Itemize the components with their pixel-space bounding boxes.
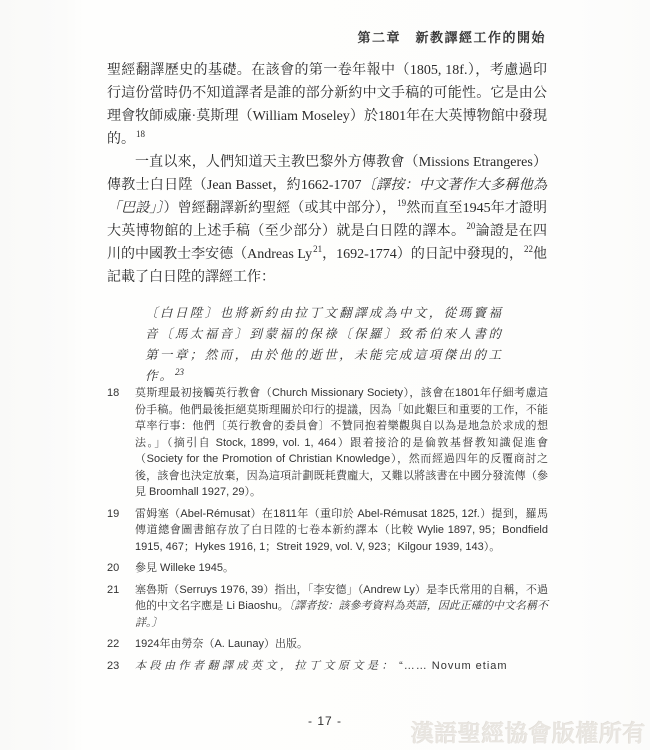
footnote-text: 莫斯理最初接觸英行教會（Church Missionary Society），該會在1801年仔細考慮這份手稿。他們最後拒絕莫斯理關於印行的提議，因為「如此艱巨和重要的工作，不能草率行事：他們〔英行教會的委員會〕不贊同抱着樂觀與自以為是地急於求成的想法。」（摘引自 Stock, 1899, vol. 1, 464）跟着接洽的是倫敦基督教知識促進會（Society for the Promotion of Christian Knowledge），然而經過四年的反覆商討之後，該會也決定放棄，因為這項計劃既耗費龐大，又難以將該書在中國分發流傳（參見 Broomhall 1927, 29）。 [135,387,548,498]
footnote-22 [107,636,548,653]
footnote-19 [107,506,548,556]
footnote-23 [107,658,548,675]
footnote-20 [107,560,548,577]
footnotes-section [107,385,548,679]
footnote-text: 1924年由勞奈（A. Launay）出版。 [135,638,309,650]
footnote-text-main: 塞魯斯（Serruys 1976, 39）指出，「李安德」（Andrew Ly）是李氏常用的自稱，不過他的中文名字應是 Li Biaoshu。 [135,583,548,612]
footnote-ref-22: 22 [523,244,533,255]
footnote-number: 21 [107,583,120,596]
page-number: - 17 - [307,714,342,728]
footnote-text [135,582,548,632]
paragraph [107,151,547,289]
paragraph-text: 一直以來，人們知道天主教巴黎外方傳教會（Missions Etrangeres）傳教士白日陞（Jean Basset，約1662-1707 [107,155,547,193]
paragraph-continuation [107,59,547,151]
footnote-text: 雷姆塞（Abel-Rémusat）在1811年（重印於 Abel-Rémusat 1825, 12f.）提到，羅馬傳道總會圖書館存放了白日陞的七卷本新約譯本（比較 Wylie 1897, 95；Bondfield 1915, 467；Hykes 1916, 1；Streit 1929, vol. V, 923；Kilgour 1939, 143）。 [135,507,548,553]
running-header: 第二章 新教譯經工作的開始 [357,30,546,45]
footnote-text [135,658,548,675]
paragraph-text: 然而直至1945年才證明大英博物館的上述手稿（至少部分）就是白日陞的譯本。 [107,201,548,239]
footnote-text-chinese: 本段由作者翻譯成英文，拉丁文原文是： [135,659,396,672]
footnote-ref-23: 23 [175,366,185,377]
paragraph-text: 他記載了白日陞的譯經工作： [107,247,547,285]
footnote-text-latin: “…… Novum etiam [399,659,508,672]
footnote-text: 參見 Willeke 1945。 [135,562,235,574]
quote-text: 〔白日陞〕也將新約由拉丁文翻譯成為中文，從瑪竇福音〔馬太福音〕到蒙福的保祿〔保羅〕致希伯來人書的第一章；然而，由於他的逝世，未能完成這項傑出的工作。 [145,306,503,383]
footnote-18 [107,385,548,501]
footnote-ref-20: 20 [466,221,476,232]
footnote-ref-21: 21 [313,244,323,255]
footnote-number: 18 [107,387,120,399]
paragraph-text: 論證是在四川的中國教士李安德（Andreas Ly [107,224,548,262]
translator-note: 〔譯按：中文著作大多稱他為「巴設」〕 [107,178,548,216]
footnote-number: 22 [107,638,120,650]
footnote-number: 23 [107,659,120,672]
footnote-21 [107,582,548,632]
footnote-number: 19 [107,507,120,520]
translator-note: 〔譯者按：該參考資料為英語，因此正確的中文名稱不詳。〕 [135,600,548,629]
footnote-ref-18: 18 [136,129,145,140]
block-quote [145,303,503,387]
copyright-watermark: 漢語聖經協會版權所有 [411,720,646,746]
paragraph-text: ，1692-1774）的日記中發現的， [322,247,523,262]
body-text [107,59,547,387]
footnote-number: 20 [107,562,120,574]
footnote-ref-19: 19 [397,198,407,209]
paragraph-text: 聖經翻譯歷史的基礎。在該會的第一卷年報中（1805, 18f.），考慮過印行這份當時仍不知道譯者是誰的部分新約中文手稿的可能性。它是由公理會牧師威廉·莫斯理（William Moseley）於1801年在大英博物館中發現的。 [107,63,547,147]
paragraph-text: ）曾經翻譯新約聖經（或其中部分）， [163,201,397,216]
